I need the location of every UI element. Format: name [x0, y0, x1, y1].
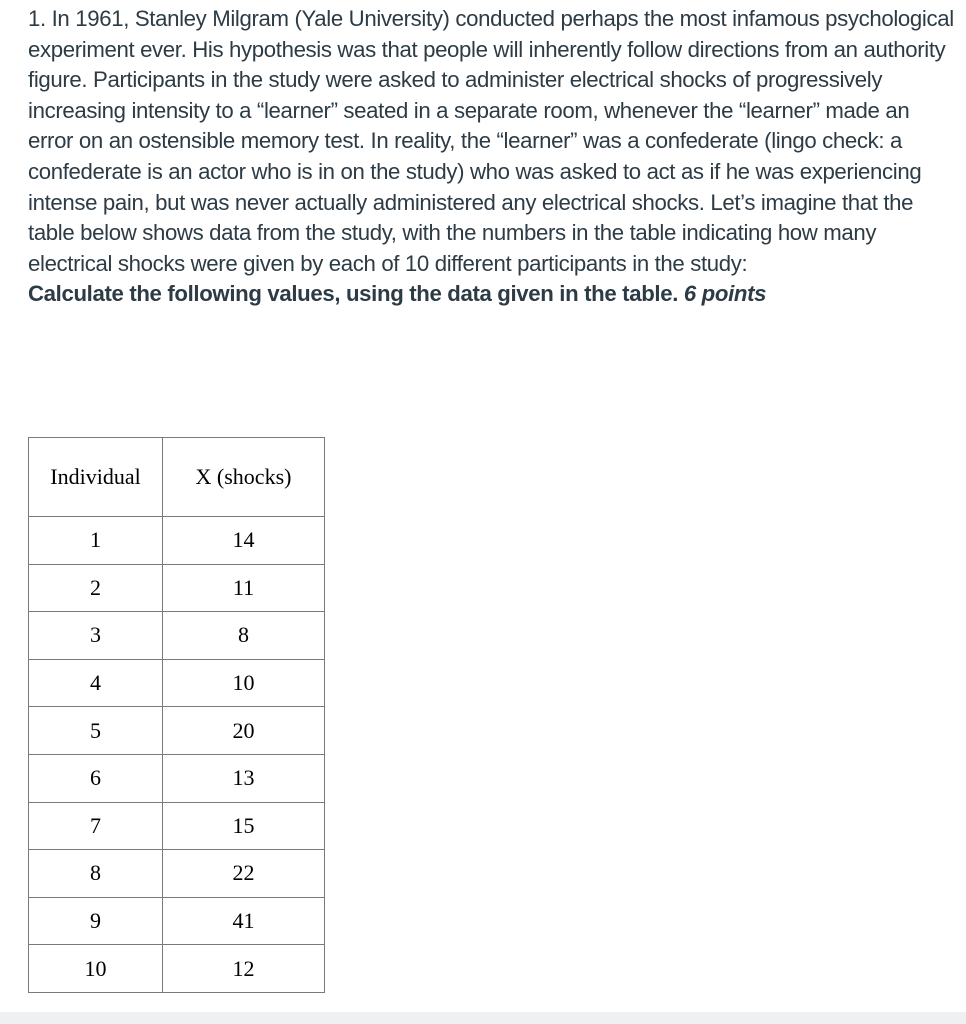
shocks-cell: 8: [163, 612, 325, 660]
individual-cell: 2: [29, 564, 163, 612]
table-row: [29, 897, 325, 945]
individual-cell: 3: [29, 612, 163, 660]
table-row: [29, 754, 325, 802]
table-header-row: [29, 438, 325, 517]
shocks-cell: 20: [163, 707, 325, 755]
table-row: [29, 612, 325, 660]
individual-cell: 10: [29, 945, 163, 993]
individual-cell: 1: [29, 517, 163, 565]
table-row: [29, 945, 325, 993]
shocks-cell: 10: [163, 659, 325, 707]
table-row: [29, 802, 325, 850]
table-row: [29, 517, 325, 565]
individual-cell: 9: [29, 897, 163, 945]
individual-cell: 8: [29, 850, 163, 898]
question-text: 1. In 1961, Stanley Milgram (Yale University) conducted perhaps the most infamous psychological experiment ever. His hypothesis was that people will inherently follow directions from an authority figure. Participants in the study were asked to administer electrical shocks of progressively increasing intensity to a “learner” seated in a separate room, whenever the “learner” made an error on an ostensible memory test. In reality, the “learner” was a confederate (lingo check: a confederate is an actor who is in on the study) who was asked to act as if he was experiencing intense pain, but was never actually administered any electrical shocks. Let’s imagine that the table below shows data from the study, with the numbers in the table indicating how many electrical shocks were given by each of 10 different participants in the study:: [28, 6, 954, 276]
individual-cell: 7: [29, 802, 163, 850]
individual-cell: 5: [29, 707, 163, 755]
individual-cell: 4: [29, 659, 163, 707]
question-block: [28, 4, 958, 310]
shocks-cell: 41: [163, 897, 325, 945]
shocks-cell: 12: [163, 945, 325, 993]
instruction-text: Calculate the following values, using the data given in the table.: [28, 281, 679, 307]
shocks-cell: 11: [163, 564, 325, 612]
shocks-data-table: [28, 437, 325, 993]
header-shocks: X (shocks): [163, 438, 325, 517]
table-row: [29, 850, 325, 898]
table-row: [29, 659, 325, 707]
table-row: [29, 564, 325, 612]
shocks-cell: 15: [163, 802, 325, 850]
page-bottom-bar: [0, 1012, 966, 1024]
shocks-cell: 13: [163, 754, 325, 802]
table-row: [29, 707, 325, 755]
points-label: 6 points: [683, 281, 767, 307]
individual-cell: 6: [29, 754, 163, 802]
question-instruction: [28, 279, 958, 310]
shocks-cell: 22: [163, 850, 325, 898]
shocks-cell: 14: [163, 517, 325, 565]
header-individual: Individual: [29, 438, 163, 517]
